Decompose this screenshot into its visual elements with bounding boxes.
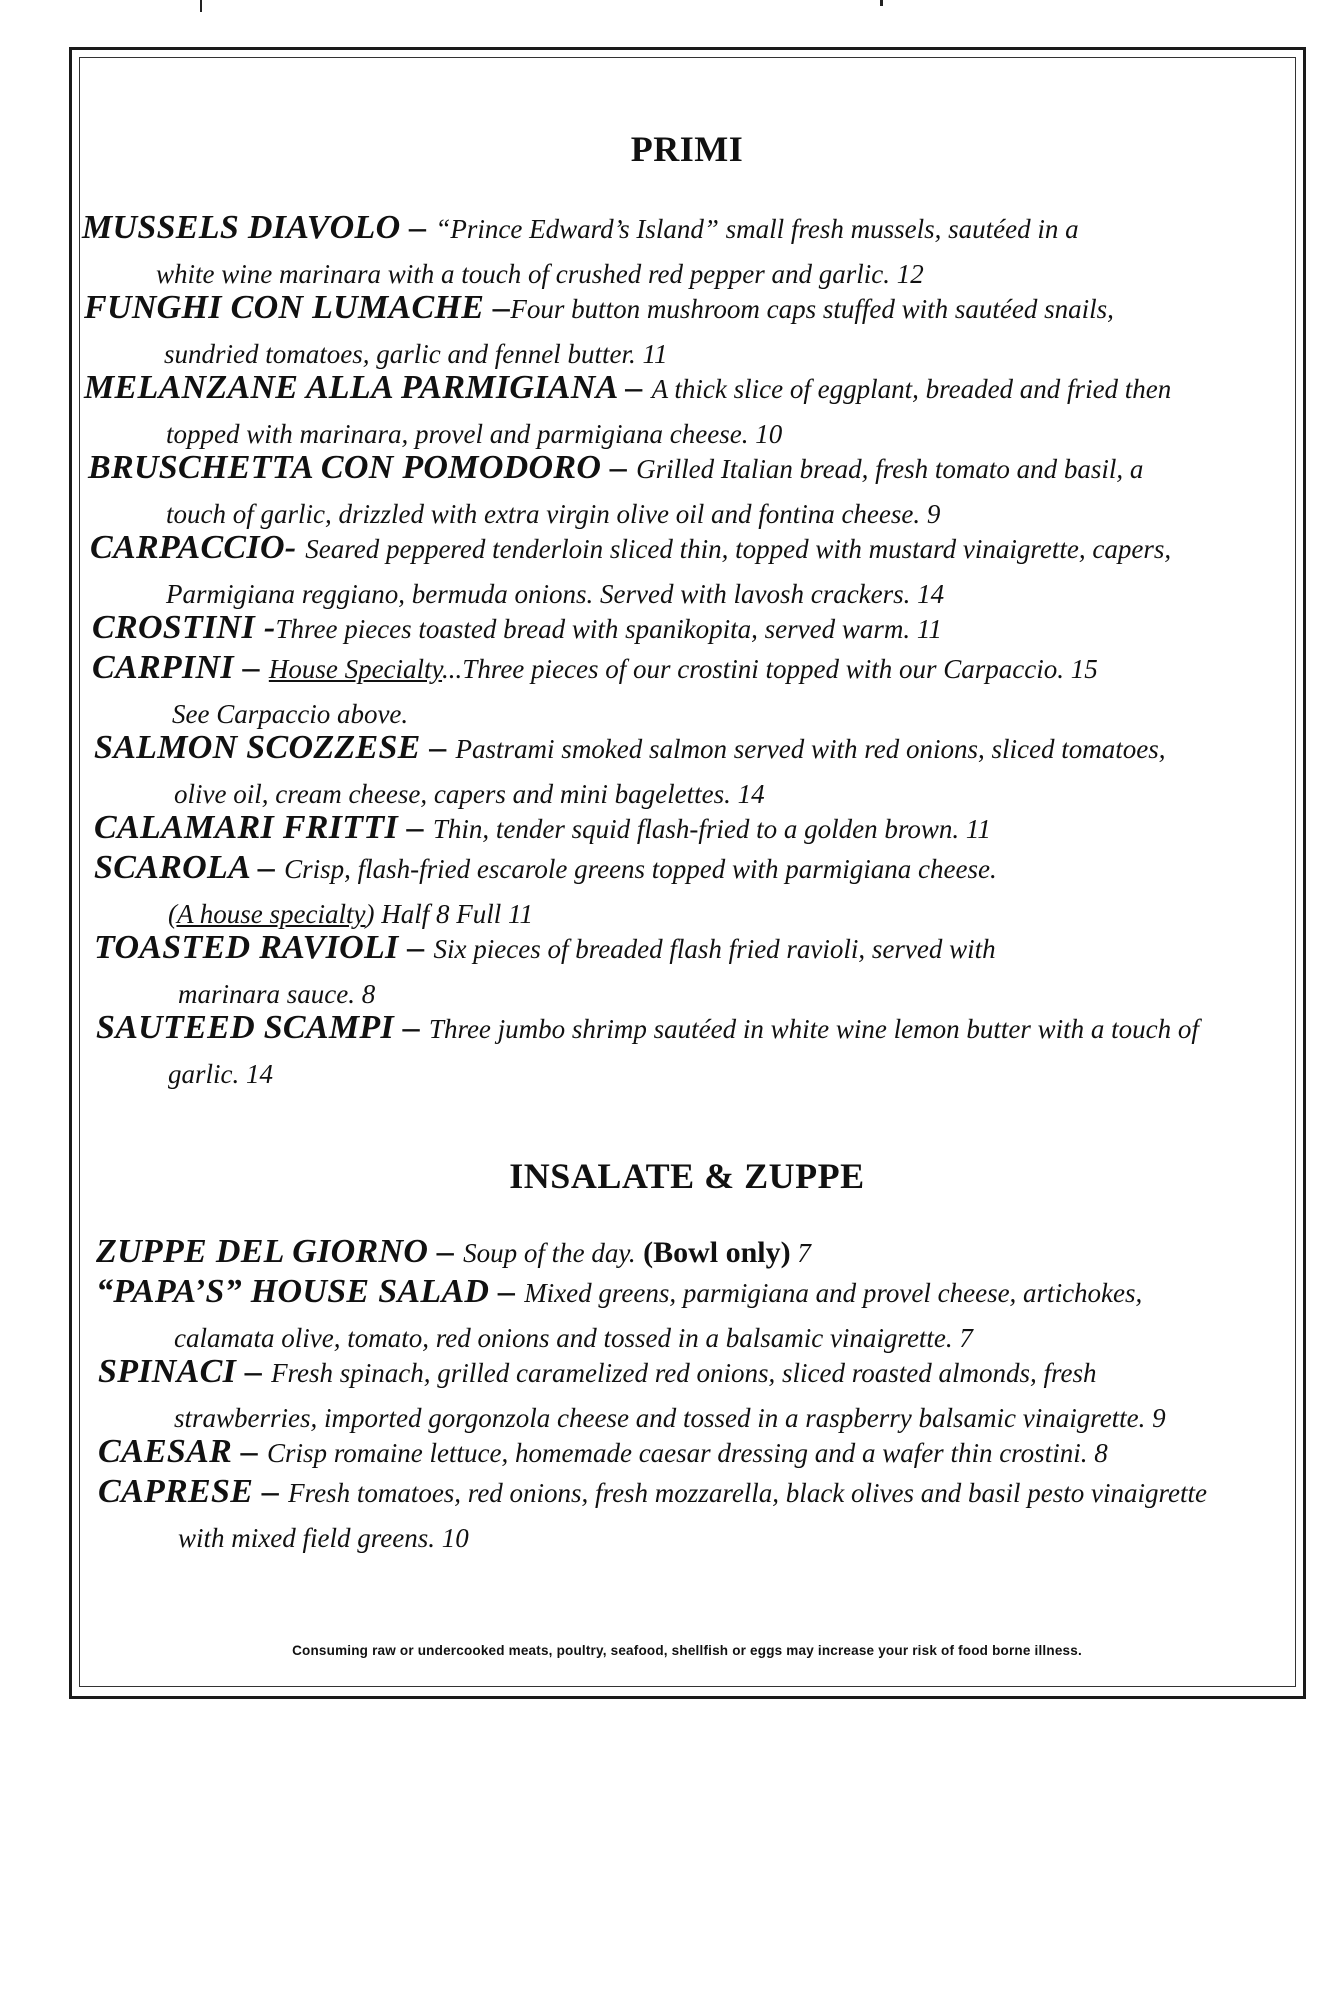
food-safety-disclaimer: Consuming raw or undercooked meats, poultry, seafood, shellfish or eggs may increase your risk of food borne illness. bbox=[292, 1643, 1082, 1658]
scan-mark-left bbox=[200, 0, 202, 12]
menu-item-mussels-diavolo: MUSSELS DIAVOLO – “Prince Edward’s Island” small fresh mussels, sautéed in a white wine marinara with a touch of crushed red pepper and garlic. 12 bbox=[82, 209, 1079, 289]
item-name: TOASTED RAVIOLI bbox=[94, 929, 399, 966]
item-description: Thin, tender squid flash-fried to a golden brown. 11 bbox=[432, 814, 991, 844]
menu-item-toasted-ravioli: TOASTED RAVIOLI – Six pieces of breaded flash fried ravioli, served with marinara sauce. 8 bbox=[94, 929, 996, 1009]
menu-item-carpaccio bbox=[90, 528, 1262, 619]
menu-item-funghi-con-lumache: FUNGHI CON LUMACHE –Four button mushroom caps stuffed with sautéed snails, sundried tomatoes, garlic and fennel butter. 11 bbox=[84, 289, 1114, 369]
item-description-cont: calamata olive, tomato, red onions and tossed in a balsamic vinaigrette. 7 bbox=[174, 1323, 973, 1353]
item-description: Pastrami smoked salmon served with red onions, sliced tomatoes, bbox=[455, 734, 1166, 764]
item-description-cont: touch of garlic, drizzled with extra virgin olive oil and fontina cheese. 9 bbox=[166, 499, 941, 529]
item-name: SPINACI bbox=[98, 1353, 237, 1390]
bowl-only-note: (Bowl only) bbox=[635, 1236, 791, 1269]
item-description: Grilled Italian bread, fresh tomato and basil, a bbox=[636, 454, 1144, 484]
item-description: Four button mushroom caps stuffed with sautéed snails, bbox=[510, 294, 1114, 324]
item-name: “PAPA’S” HOUSE SALAD bbox=[96, 1273, 490, 1310]
menu-item-papas-house-salad: “PAPA’S” HOUSE SALAD – Mixed greens, parmigiana and provel cheese, artichokes, calamata olive, tomato, red onions and tossed in a balsamic vinaigrette. 7 bbox=[96, 1273, 1143, 1353]
item-name: CALAMARI FRITTI bbox=[94, 809, 398, 846]
item-description-cont: strawberries, imported gorgonzola cheese and tossed in a raspberry balsamic vinaigrette. 9 bbox=[174, 1403, 1166, 1433]
item-description: Six pieces of breaded flash fried ravioli, served with bbox=[433, 934, 996, 964]
item-name: MUSSELS DIAVOLO bbox=[82, 209, 401, 246]
item-description: ...Three pieces of our crostini topped with our Carpaccio. 15 bbox=[442, 654, 1098, 684]
menu-item-spinaci: SPINACI – Fresh spinach, grilled caramelized red onions, sliced roasted almonds, fresh strawberries, imported gorgonzola cheese and tossed in a raspberry balsamic vinaigrette. 9 bbox=[98, 1353, 1166, 1433]
menu-item-caesar: CAESAR – Crisp romaine lettuce, homemade caesar dressing and a wafer thin crostini. 8 bbox=[98, 1433, 1108, 1470]
item-name: SAUTEED SCAMPI bbox=[96, 1009, 395, 1046]
item-price: 7 bbox=[790, 1238, 811, 1268]
item-description-cont: with mixed field greens. 10 bbox=[178, 1523, 469, 1553]
item-price-options: ) Half 8 Full 11 bbox=[365, 899, 533, 929]
menu-item-zuppe-del-giorno: ZUPPE DEL GIORNO – Soup of the day. (Bowl only) 7 bbox=[96, 1233, 811, 1270]
item-description-cont: olive oil, cream cheese, capers and mini bagelettes. 14 bbox=[174, 779, 765, 809]
item-name: CAESAR bbox=[98, 1433, 233, 1470]
menu-item-melanzane-alla-parmigiana: MELANZANE ALLA PARMIGIANA – A thick slice of eggplant, breaded and fried then topped with marinara, provel and parmigiana cheese. 10 bbox=[84, 369, 1172, 449]
item-description: Fresh tomatoes, red onions, fresh mozzarella, black olives and basil pesto vinaigrette bbox=[288, 1478, 1207, 1508]
menu-item-sauteed-scampi: SAUTEED SCAMPI – Three jumbo shrimp sautéed in white wine lemon butter with a touch of garlic. 14 bbox=[96, 1009, 1199, 1089]
menu-page bbox=[82, 60, 1292, 1684]
menu-item-carpini: CARPINI – House Specialty...Three pieces of our crostini topped with our Carpaccio. 15 See Carpaccio above. bbox=[92, 649, 1098, 729]
item-description: Crisp, flash-fried escarole greens topped with parmigiana cheese. bbox=[284, 854, 997, 884]
item-description: Fresh spinach, grilled caramelized red onions, sliced roasted almonds, fresh bbox=[271, 1358, 1097, 1388]
item-description: Mixed greens, parmigiana and provel cheese, artichokes, bbox=[524, 1278, 1143, 1308]
item-name: CARPACCIO- bbox=[90, 529, 297, 566]
item-description-cont: topped with marinara, provel and parmigiana cheese. 10 bbox=[166, 419, 783, 449]
item-description: Seared peppered tenderloin sliced thin, topped with mustard vinaigrette, capers, bbox=[305, 534, 1172, 564]
house-specialty-label: (A house specialty bbox=[168, 899, 366, 929]
item-description-cont: Parmigiana reggiano, bermuda onions. Served with lavosh crackers. 14 bbox=[166, 579, 945, 609]
item-description: A thick slice of eggplant, breaded and fried then bbox=[651, 374, 1172, 404]
section-title-insalate-zuppe: INSALATE & ZUPPE bbox=[509, 1156, 865, 1196]
menu-item-salmon-scozzese: SALMON SCOZZESE – Pastrami smoked salmon served with red onions, sliced tomatoes, olive oil, cream cheese, capers and mini bagelettes. 14 bbox=[94, 729, 1166, 809]
menu-item-bruschetta-con-pomodoro: BRUSCHETTA CON POMODORO – Grilled Italian bread, fresh tomato and basil, a touch of garlic, drizzled with extra virgin olive oil and fontina cheese. 9 bbox=[88, 449, 1144, 529]
menu-item-calamari-fritti: CALAMARI FRITTI – Thin, tender squid flash-fried to a golden brown. 11 bbox=[94, 809, 991, 846]
menu-item-scarola: SCAROLA – Crisp, flash-fried escarole greens topped with parmigiana cheese. (A house specialty) Half 8 Full 11 bbox=[94, 849, 997, 929]
item-name: FUNGHI CON LUMACHE bbox=[84, 289, 485, 326]
item-description: “Prince Edward’s Island” small fresh mussels, sautéed in a bbox=[435, 214, 1079, 244]
item-description: Three pieces toasted bread with spanikopita, served warm. 11 bbox=[275, 614, 942, 644]
item-description: Crisp romaine lettuce, homemade caesar dressing and a wafer thin crostini. 8 bbox=[267, 1438, 1108, 1468]
item-description: Soup of the day. bbox=[463, 1238, 636, 1268]
item-name: CARPINI bbox=[92, 649, 234, 686]
item-name: BRUSCHETTA CON POMODORO bbox=[88, 449, 602, 486]
item-description-cont: garlic. 14 bbox=[168, 1059, 273, 1089]
item-description-cont: sundried tomatoes, garlic and fennel butter. 11 bbox=[164, 339, 668, 369]
item-name: CAPRESE bbox=[98, 1473, 254, 1510]
item-description-cont: See Carpaccio above. bbox=[172, 699, 409, 729]
scan-mark-right bbox=[880, 0, 883, 6]
item-description-cont: white wine marinara with a touch of crushed red pepper and garlic. 12 bbox=[156, 259, 924, 289]
item-name: CROSTINI bbox=[92, 609, 256, 646]
item-name: SCAROLA bbox=[94, 849, 250, 886]
item-description: Three jumbo shrimp sautéed in white wine lemon butter with a touch of bbox=[428, 1014, 1199, 1044]
menu-item-crostini: CROSTINI -Three pieces toasted bread with spanikopita, served warm. 11 bbox=[92, 609, 942, 646]
item-description-cont: marinara sauce. 8 bbox=[178, 979, 376, 1009]
item-name: SALMON SCOZZESE bbox=[94, 729, 421, 766]
house-specialty-label: House Specialty bbox=[268, 654, 443, 684]
item-name: MELANZANE ALLA PARMIGIANA bbox=[84, 369, 617, 406]
item-name: ZUPPE DEL GIORNO bbox=[96, 1233, 429, 1270]
menu-item-caprese: CAPRESE – Fresh tomatoes, red onions, fresh mozzarella, black olives and basil pesto vinaigrette with mixed field greens. 10 bbox=[98, 1473, 1207, 1553]
section-title-primi: PRIMI bbox=[630, 129, 744, 169]
